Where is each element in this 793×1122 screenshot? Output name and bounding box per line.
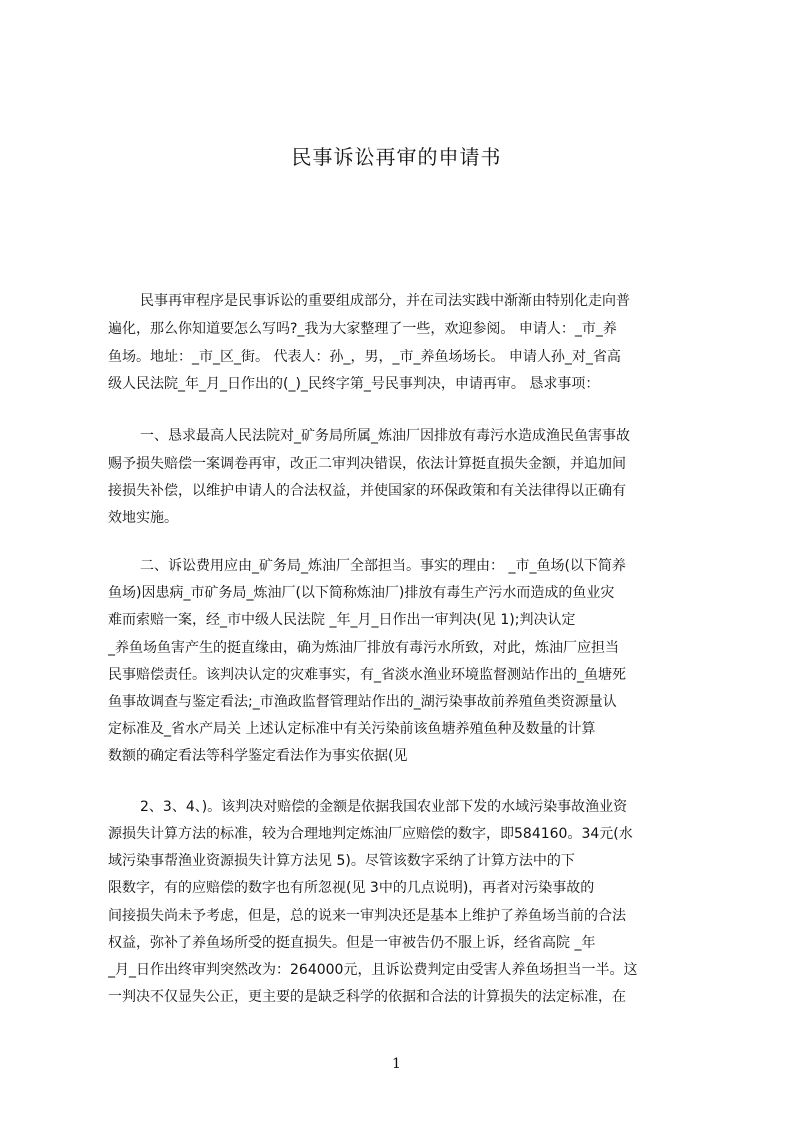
paragraph-line: 民事赔偿责任。该判决认定的灾难事实，有_省淡水渔业环境监督测站作出的_鱼塘死 [108,667,626,683]
paragraph-line: 2、3、4、)。该判决对赔偿的金额是依据我国农业部下发的水域污染事故渔业资 [140,799,628,815]
paragraph-line: 难而索赔一案，经_市中级人民法院 _年_月_日作出一审判决(见 1);判决认定 [108,612,576,628]
paragraph-line: 域污染事帮渔业资源损失计算方法见 5)。尽管该数字采纳了计算方法中的下 [108,853,575,869]
paragraph-line: 接损失补偿，以维护申请人的合法权益，并使国家的环保政策和有关法律得以正确有 [108,483,626,499]
paragraph-line: 民事再审程序是民事诉讼的重要组成部分，并在司法实践中渐渐由特别化走向普 [140,293,630,309]
paragraph-line: 遍化，那么你知道要怎么写吗?_我为大家整理了一些，欢迎参阅。 申请人：_市_养 [108,321,617,337]
paragraph-line: 鱼场。地址：_市_区_街。 代表人：孙_，男，_市_养鱼场场长。 申请人孙_对_省高 [108,349,621,365]
paragraph-line: 间接损失尚未予考虑，但是，总的说来一审判决还是基本上维护了养鱼场当前的合法 [108,908,626,924]
paragraph-line: 定标准及_省水产局关 上述认定标准中有关污染前该鱼塘养殖鱼种及数量的计算 [108,721,596,737]
paragraph-line: 权益，弥补了养鱼场所受的挺直损失。但是一审被告仍不服上诉，经省高院 _年 [108,935,596,951]
paragraph-line: 级人民法院_年_月_日作出的(_)_民终字第_号民事判决，申请再审。 恳求事项： [108,376,600,392]
paragraph-line: _养鱼场鱼害产生的挺直缘由，确为炼油厂排放有毒污水所致，对此，炼油厂应担当 [108,640,619,656]
paragraph-line: 一、恳求最高人民法院对_矿务局所属_炼油厂因排放有毒污水造成渔民鱼害事故 [140,428,630,444]
paragraph-line: 限数字，有的应赔偿的数字也有所忽视(见 3中的几点说明)，再者对污染事故的 [108,880,595,896]
paragraph-line: 效地实施。 [108,510,178,526]
document-title: 民事诉讼再审的申请书 [291,145,502,169]
paragraph-line: 一判决不仅显失公正，更主要的是缺乏科学的依据和合法的计算损失的法定标准，在 [108,989,626,1005]
paragraph-line: _月_日作出终审判突然改为：264000元，且诉讼费判定由受害人养鱼场担当一半。这 [108,962,638,978]
page-number: 1 [392,1056,401,1072]
paragraph-line: 二、诉讼费用应由_矿务局_炼油厂全部担当。事实的理由： _市_鱼场(以下简养 [140,558,626,574]
paragraph-line: 数额的确定看法等科学鉴定看法作为事实依据(见 [108,748,408,764]
paragraph-line: 源损失计算方法的标准，较为合理地判定炼油厂应赔偿的数字，即584160。34元(水 [108,826,633,842]
paragraph-line: 鱼场)因患病_市矿务局_炼油厂(以下简称炼油厂)排放有毒生产污水而造成的鱼业灾 [108,585,615,601]
paragraph-line: 赐予损失赔偿一案调卷再审，改正二审判决错误，依法计算挺直损失金额，并追加间 [108,456,626,472]
paragraph-line: 鱼事故调查与鉴定看法;_市渔政监督管理站作出的_湖污染事故前养殖鱼类资源量认 [108,694,617,710]
